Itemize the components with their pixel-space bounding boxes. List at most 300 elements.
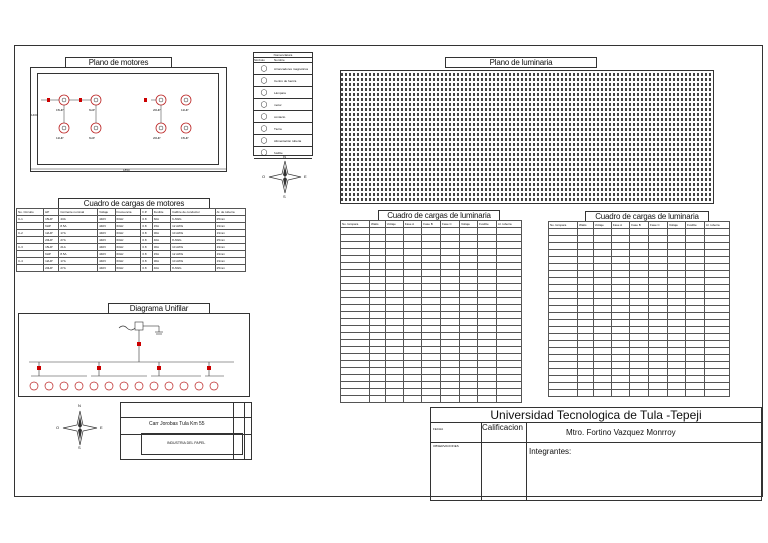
- table-header-cell: Fase A: [403, 221, 421, 228]
- table-cell: [403, 277, 421, 284]
- table-cell: [341, 277, 370, 284]
- table-cell: [369, 375, 385, 382]
- table-cell: [459, 354, 477, 361]
- table-cell: [630, 271, 649, 278]
- table-cell: [341, 375, 370, 382]
- table-cell: 60Hz: [115, 251, 141, 258]
- table-cell: 43A: [59, 216, 98, 223]
- table-cell: [459, 340, 477, 347]
- table-cell: 60Hz: [115, 244, 141, 251]
- table-cell: [685, 313, 704, 320]
- table-cell: 30A: [152, 258, 170, 265]
- calificacion-label: Calificacion: [482, 423, 523, 432]
- table-cell: [403, 340, 421, 347]
- table-cell: [685, 243, 704, 250]
- table-row: [17, 230, 246, 237]
- table-cell: [477, 235, 496, 242]
- table-cell: [477, 382, 496, 389]
- table-cell: [593, 334, 611, 341]
- lum-left-title: Cuadro de cargas de luminaria: [378, 210, 500, 221]
- table-cell: [593, 278, 611, 285]
- table-row: [341, 340, 522, 347]
- table-row: [341, 242, 522, 249]
- outlet-icon: ◯: [260, 113, 268, 120]
- motor-loads-title: Cuadro de cargas de motores: [58, 198, 210, 209]
- table-cell: [341, 256, 370, 263]
- table-cell: 0.8: [141, 251, 152, 258]
- table-row: [549, 264, 730, 271]
- table-cell: 19mm: [215, 230, 245, 237]
- table-cell: [369, 333, 385, 340]
- table-cell: [385, 242, 403, 249]
- table-cell: [477, 298, 496, 305]
- table-cell: [496, 389, 521, 396]
- table-cell: [369, 326, 385, 333]
- table-cell: [341, 347, 370, 354]
- table-cell: [385, 375, 403, 382]
- road-label: Carr Jorobas Tula Km 55: [149, 421, 205, 427]
- company-label: INDUSTRIA DEL PAPEL: [167, 441, 206, 445]
- table-cell: 440V: [98, 230, 115, 237]
- table-row: [549, 313, 730, 320]
- table-cell: [611, 271, 629, 278]
- table-header-cell: Fase A: [611, 222, 629, 229]
- scale-x-label: 1850: [123, 168, 130, 172]
- table-cell: [593, 348, 611, 355]
- table-cell: [403, 326, 421, 333]
- table-cell: [496, 249, 521, 256]
- table-cell: [593, 257, 611, 264]
- table-cell: [630, 390, 649, 397]
- table-cell: [440, 340, 459, 347]
- table-cell: [577, 229, 593, 236]
- table-cell: [496, 284, 521, 291]
- table-cell: [477, 389, 496, 396]
- table-cell: [403, 347, 421, 354]
- observaciones-label: OBSERVACIONES: [433, 444, 459, 448]
- table-cell: [422, 235, 441, 242]
- table-cell: [549, 236, 578, 243]
- table-row: [341, 319, 522, 326]
- table-cell: [477, 396, 496, 403]
- table-cell: [440, 382, 459, 389]
- table-cell: [459, 298, 477, 305]
- table-cell: [459, 277, 477, 284]
- table-cell: [422, 333, 441, 340]
- table-cell: [385, 333, 403, 340]
- table-cell: [611, 362, 629, 369]
- table-cell: [422, 319, 441, 326]
- table-cell: [440, 326, 459, 333]
- table-cell: 19mm: [215, 223, 245, 230]
- table-cell: [422, 291, 441, 298]
- table-cell: [577, 236, 593, 243]
- table-cell: [630, 320, 649, 327]
- table-cell: [341, 263, 370, 270]
- table-cell: [630, 285, 649, 292]
- table-cell: [611, 292, 629, 299]
- table-cell: [496, 298, 521, 305]
- table-cell: [369, 389, 385, 396]
- table-row: [341, 382, 522, 389]
- compass-rose-icon: [268, 160, 302, 194]
- table-cell: [630, 236, 649, 243]
- table-cell: 440V: [98, 251, 115, 258]
- table-cell: [648, 348, 667, 355]
- table-cell: [459, 312, 477, 319]
- table-row: [549, 383, 730, 390]
- table-cell: [403, 228, 421, 235]
- table-cell: [549, 243, 578, 250]
- table-cell: [369, 396, 385, 403]
- table-cell: [667, 285, 685, 292]
- table-cell: [459, 305, 477, 312]
- table-cell: [611, 334, 629, 341]
- table-cell: [704, 257, 729, 264]
- table-cell: [704, 236, 729, 243]
- table-cell: [648, 362, 667, 369]
- table-cell: [630, 229, 649, 236]
- lum-right-table: [548, 221, 730, 397]
- table-row: [341, 249, 522, 256]
- table-cell: [667, 348, 685, 355]
- fuse-icon: ◯: [260, 149, 268, 156]
- table-cell: [403, 305, 421, 312]
- table-cell: [459, 263, 477, 270]
- table-cell: [630, 264, 649, 271]
- table-cell: [593, 306, 611, 313]
- table-cell: [440, 263, 459, 270]
- table-cell: [440, 305, 459, 312]
- table-cell: [704, 229, 729, 236]
- table-cell: [403, 263, 421, 270]
- table-cell: [611, 257, 629, 264]
- table-cell: [685, 376, 704, 383]
- unifilar-diagram: [18, 313, 250, 397]
- table-cell: [593, 362, 611, 369]
- table-cell: [685, 257, 704, 264]
- table-row: [549, 334, 730, 341]
- table-row: [341, 396, 522, 403]
- table-cell: [496, 256, 521, 263]
- table-cell: 6 AWG: [171, 216, 216, 223]
- table-cell: 27A: [59, 237, 98, 244]
- table-cell: [341, 249, 370, 256]
- table-cell: [459, 396, 477, 403]
- table-header-cell: Watts: [369, 221, 385, 228]
- table-cell: [549, 369, 578, 376]
- table-cell: C-1: [17, 216, 44, 223]
- table-cell: [422, 270, 441, 277]
- university-name: Universidad Tecnologica de Tula -Tepeji: [431, 408, 761, 423]
- table-cell: [648, 341, 667, 348]
- table-row: [341, 375, 522, 382]
- table-cell: [422, 277, 441, 284]
- table-header-cell: Voltaje: [385, 221, 403, 228]
- motor-label: 20HP: [153, 108, 161, 112]
- table-cell: [667, 313, 685, 320]
- table-header-cell: Fusible: [152, 209, 170, 216]
- legend-item-name: fusible: [274, 150, 283, 155]
- table-row: [549, 299, 730, 306]
- table-header-row: [17, 209, 246, 216]
- table-cell: [440, 396, 459, 403]
- table-cell: [667, 292, 685, 299]
- table-cell: [667, 334, 685, 341]
- table-cell: [630, 299, 649, 306]
- table-cell: [630, 313, 649, 320]
- table-cell: [422, 249, 441, 256]
- table-header-cell: Corriente nominal: [59, 209, 98, 216]
- table-cell: [369, 249, 385, 256]
- table-cell: [459, 256, 477, 263]
- table-cell: [440, 319, 459, 326]
- table-cell: [459, 368, 477, 375]
- legend-header-name: Nombre: [274, 58, 285, 62]
- lighting-plan-title: Plano de luminaria: [445, 57, 597, 68]
- table-cell: [403, 389, 421, 396]
- table-cell: [611, 383, 629, 390]
- table-cell: [440, 368, 459, 375]
- table-cell: [549, 362, 578, 369]
- table-header-cell: Fase C: [440, 221, 459, 228]
- table-cell: [667, 390, 685, 397]
- table-header-cell: Fusible: [477, 221, 496, 228]
- table-cell: [440, 242, 459, 249]
- table-cell: [341, 333, 370, 340]
- table-cell: [403, 319, 421, 326]
- lighting-plan: [340, 70, 714, 204]
- table-cell: [704, 383, 729, 390]
- table-cell: [593, 320, 611, 327]
- table-cell: 17A: [59, 230, 98, 237]
- table-cell: 6HP: [44, 251, 59, 258]
- table-cell: [549, 285, 578, 292]
- table-cell: [422, 375, 441, 382]
- table-header-cell: Fase C: [648, 222, 667, 229]
- table-cell: 40A: [152, 265, 170, 272]
- table-header-cell: Al. de tubería: [215, 209, 245, 216]
- table-cell: [577, 264, 593, 271]
- table-row: [341, 368, 522, 375]
- table-cell: [648, 369, 667, 376]
- table-cell: [341, 228, 370, 235]
- table-cell: 60Hz: [115, 216, 141, 223]
- table-row: [341, 235, 522, 242]
- table-row: [549, 306, 730, 313]
- table-cell: [577, 320, 593, 327]
- table-cell: [403, 368, 421, 375]
- table-cell: [667, 243, 685, 250]
- table-cell: [685, 383, 704, 390]
- table-cell: [403, 396, 421, 403]
- table-cell: [611, 243, 629, 250]
- table-cell: [667, 383, 685, 390]
- table-cell: [685, 390, 704, 397]
- table-cell: [496, 291, 521, 298]
- table-cell: [549, 278, 578, 285]
- table-cell: [685, 362, 704, 369]
- table-cell: [422, 228, 441, 235]
- table-row: [17, 237, 246, 244]
- table-cell: 60Hz: [115, 265, 141, 272]
- table-cell: [577, 362, 593, 369]
- legend-item-name: Arrancadores magnéticos: [274, 66, 309, 71]
- table-cell: [577, 306, 593, 313]
- table-cell: [685, 341, 704, 348]
- table-cell: [385, 305, 403, 312]
- unifilar-title: Diagrama Unifilar: [108, 303, 210, 314]
- table-cell: 25mm: [215, 237, 245, 244]
- table-cell: [549, 229, 578, 236]
- table-cell: [369, 312, 385, 319]
- table-cell: [341, 361, 370, 368]
- table-cell: [440, 235, 459, 242]
- table-row: [341, 333, 522, 340]
- table-row: [341, 305, 522, 312]
- table-cell: [422, 396, 441, 403]
- table-cell: [704, 264, 729, 271]
- table-header-cell: Al. tubería: [496, 221, 521, 228]
- table-cell: [369, 242, 385, 249]
- table-row: [17, 265, 246, 272]
- table-cell: [704, 292, 729, 299]
- table-cell: [477, 263, 496, 270]
- table-cell: [496, 319, 521, 326]
- table-cell: [549, 320, 578, 327]
- table-row: [549, 348, 730, 355]
- table-cell: 20HP: [44, 237, 59, 244]
- table-cell: [667, 320, 685, 327]
- table-cell: [477, 284, 496, 291]
- table-cell: [477, 326, 496, 333]
- table-cell: 12HP: [44, 258, 59, 265]
- table-row: [17, 244, 246, 251]
- table-cell: [704, 348, 729, 355]
- table-cell: [685, 264, 704, 271]
- table-cell: 19mm: [215, 258, 245, 265]
- table-cell: [611, 264, 629, 271]
- table-cell: 0.8: [141, 216, 152, 223]
- table-cell: [577, 292, 593, 299]
- table-cell: [341, 382, 370, 389]
- compass-s: S: [78, 445, 81, 450]
- table-cell: [385, 263, 403, 270]
- table-cell: [593, 355, 611, 362]
- motor-loads-table: [16, 208, 246, 272]
- table-cell: [369, 277, 385, 284]
- table-cell: [704, 376, 729, 383]
- lamp-icon: ◯: [260, 89, 268, 96]
- legend-item-name: motor: [274, 102, 282, 107]
- table-row: [549, 320, 730, 327]
- table-row: [341, 389, 522, 396]
- table-cell: C-4: [17, 258, 44, 265]
- table-cell: 60A: [152, 216, 170, 223]
- table-cell: [440, 270, 459, 277]
- table-cell: 12 AWG: [171, 251, 216, 258]
- table-cell: [440, 333, 459, 340]
- table-row: [341, 263, 522, 270]
- table-cell: [648, 278, 667, 285]
- table-cell: [611, 369, 629, 376]
- table-cell: [422, 382, 441, 389]
- unifilar-drawing: [19, 314, 249, 396]
- table-cell: [496, 277, 521, 284]
- table-cell: [440, 312, 459, 319]
- table-row: [341, 228, 522, 235]
- table-header-cell: Voltaje: [593, 222, 611, 229]
- table-cell: 25mm: [215, 265, 245, 272]
- table-cell: [385, 235, 403, 242]
- location-map: [120, 402, 252, 460]
- table-cell: [685, 320, 704, 327]
- table-row: [549, 292, 730, 299]
- table-cell: 0.8: [141, 265, 152, 272]
- table-cell: [593, 292, 611, 299]
- title-block: [430, 407, 762, 501]
- table-cell: [341, 270, 370, 277]
- table-cell: [611, 376, 629, 383]
- table-cell: [440, 256, 459, 263]
- table-cell: [369, 305, 385, 312]
- table-cell: [459, 270, 477, 277]
- table-cell: 40A: [152, 237, 170, 244]
- table-row: [341, 284, 522, 291]
- table-row: [17, 216, 246, 223]
- table-cell: 19mm: [215, 251, 245, 258]
- table-cell: [496, 368, 521, 375]
- table-cell: [685, 285, 704, 292]
- motor-label: 6HP: [89, 136, 95, 140]
- table-cell: 0.8: [141, 230, 152, 237]
- table-cell: [630, 383, 649, 390]
- table-cell: [459, 333, 477, 340]
- table-cell: [611, 355, 629, 362]
- table-cell: 10 AWG: [171, 258, 216, 265]
- table-cell: [496, 263, 521, 270]
- table-cell: [496, 326, 521, 333]
- table-cell: [341, 284, 370, 291]
- table-cell: [549, 348, 578, 355]
- table-cell: [496, 235, 521, 242]
- table-cell: [369, 382, 385, 389]
- table-cell: [17, 223, 44, 230]
- table-cell: 440V: [98, 237, 115, 244]
- table-row: [341, 256, 522, 263]
- table-cell: [496, 242, 521, 249]
- table-row: [17, 251, 246, 258]
- table-cell: [477, 319, 496, 326]
- table-cell: [549, 390, 578, 397]
- table-cell: [593, 264, 611, 271]
- table-cell: 21A: [59, 244, 98, 251]
- table-cell: [630, 306, 649, 313]
- table-cell: 8 AWG: [171, 265, 216, 272]
- table-cell: [611, 306, 629, 313]
- table-cell: [630, 327, 649, 334]
- table-cell: [459, 347, 477, 354]
- table-row: [549, 376, 730, 383]
- table-cell: [369, 347, 385, 354]
- table-cell: [477, 291, 496, 298]
- table-cell: [496, 382, 521, 389]
- table-cell: [593, 271, 611, 278]
- table-cell: [648, 299, 667, 306]
- table-cell: 8.5A: [59, 251, 98, 258]
- table-header-row: [341, 221, 522, 228]
- table-cell: C-2: [17, 230, 44, 237]
